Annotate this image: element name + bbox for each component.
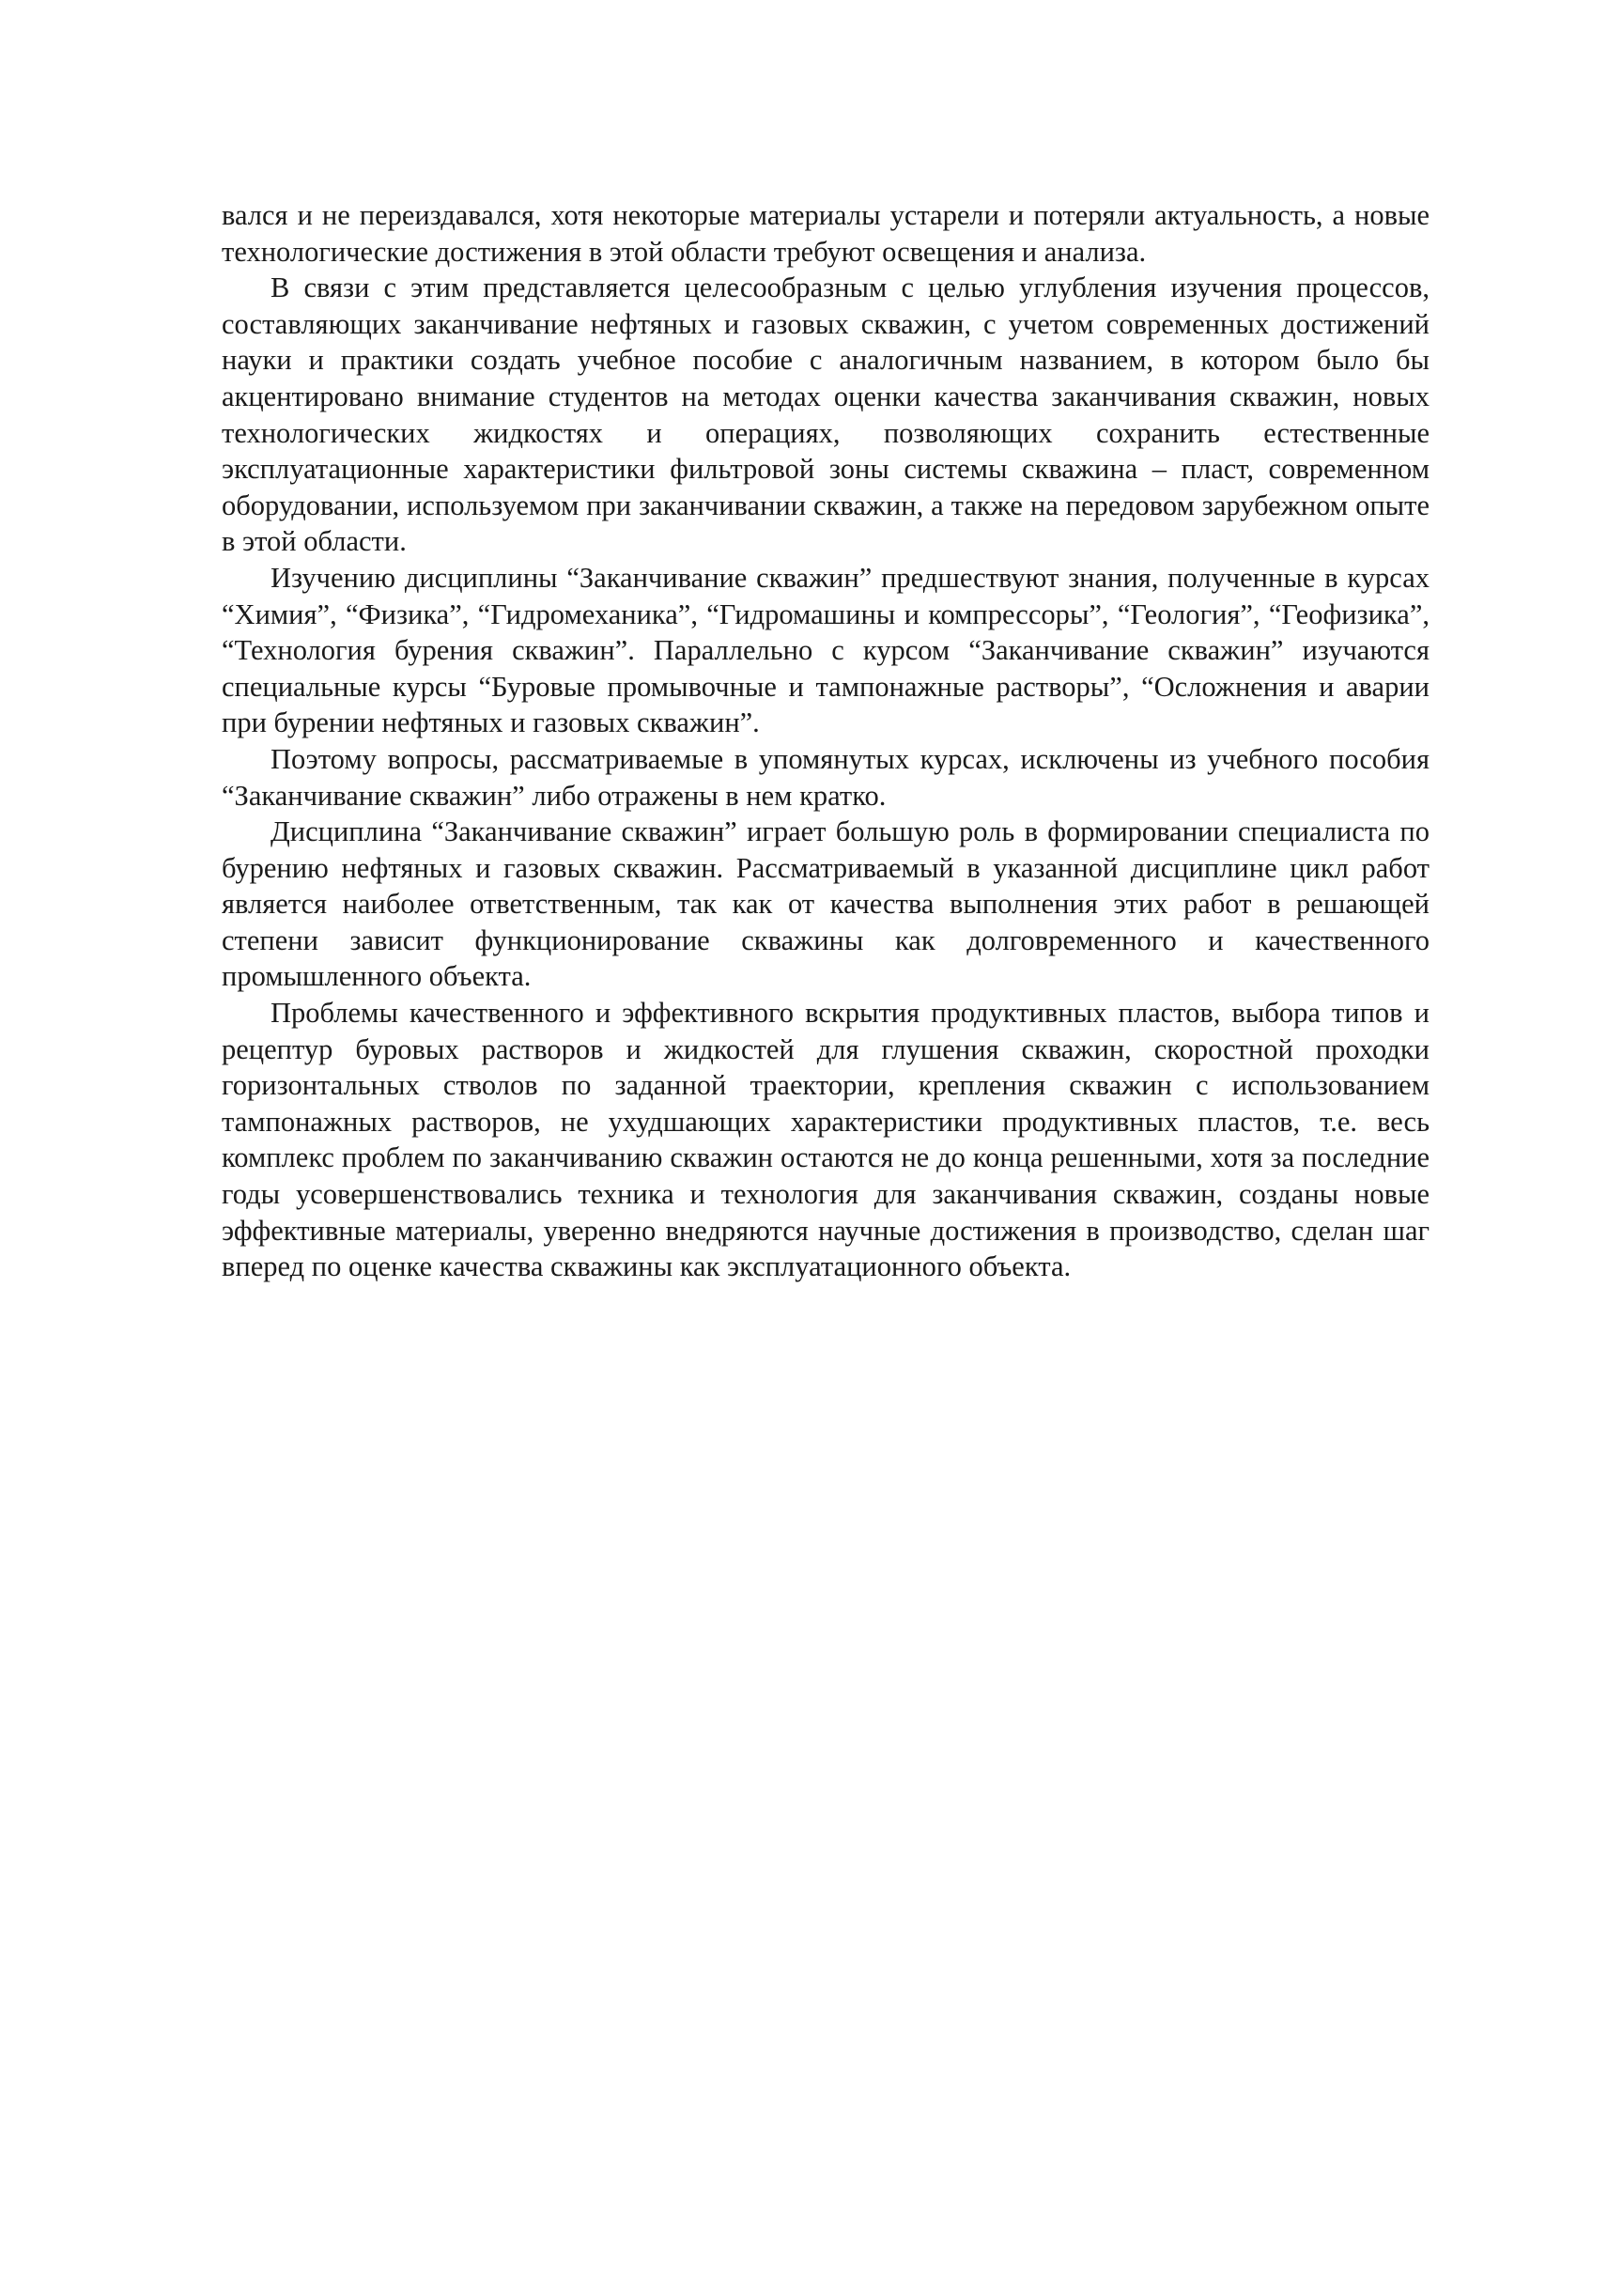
paragraph-continued: вался и не переиздавался, хотя некоторые материалы устарели и потеряли актуальность, а новые технологические достижения в этой области требуют освещения и анализа. xyxy=(222,199,1430,268)
document-page xyxy=(222,197,1430,1285)
paragraph-purpose: В связи с этим представляется целесообразным с целью углубления изучения процессов, составляющих заканчивание нефтяных и газовых скважин, с учетом современных достижений науки и практики создать учебное пособие с аналогичным названием, в котором было бы акцентировано внимание студентов на методах оценки качества заканчивания скважин, новых технологических жидкостях и операциях, позволяющих сохранить естественные эксплуатационные характеристики фильтровой зоны системы скважина – пласт, современном оборудовании, используемом при заканчивании скважин, а также на передовом зарубежном опыте в этой области. xyxy=(222,271,1430,558)
paragraph-problems: Проблемы качественного и эффективного вскрытия продуктивных пластов, выбора типов и рецептур буровых растворов и жидкостей для глушения скважин, скоростной проходки горизонтальных стволов по заданной траектории, крепления скважин с использованием тампонажных растворов, не ухудшающих характеристики продуктивных пластов, т.е. весь комплекс проблем по заканчиванию скважин остаются не до конца решенными, хотя за последние годы усовершенствовались техника и технология для заканчивания скважин, созданы новые эффективные материалы, уверенно внедряются научные достижения в производство, сделан шаг вперед по оценке качества скважины как эксплуатационного объекта. xyxy=(222,997,1430,1283)
paragraph-prerequisites: Изучению дисциплины “Заканчивание скважин” предшествуют знания, полученные в курсах “Химия”, “Физика”, “Гидромеханика”, “Гидромашины и компрессоры”, “Геология”, “Геофизика”, “Технология бурения скважин”. Параллельно с курсом “Заканчивание скважин” изучаются специальные курсы “Буровые промывочные и тампонажные растворы”, “Осложнения и аварии при бурении нефтяных и газовых скважин”. xyxy=(222,561,1430,739)
paragraph-discipline-role: Дисциплина “Заканчивание скважин” играет большую роль в формировании специалиста по бурению нефтяных и газовых скважин. Рассматриваемый в указанной дисциплине цикл работ является наиболее ответственным, так как от качества выполнения этих работ в решающей степени зависит функционирование скважины как долговременного и качественного промышленного объекта. xyxy=(222,815,1430,993)
paragraph-excluded-topics: Поэтому вопросы, рассматриваемые в упомянутых курсах, исключены из учебного пособия “Заканчивание скважин” либо отражены в нем кратко. xyxy=(222,742,1430,812)
